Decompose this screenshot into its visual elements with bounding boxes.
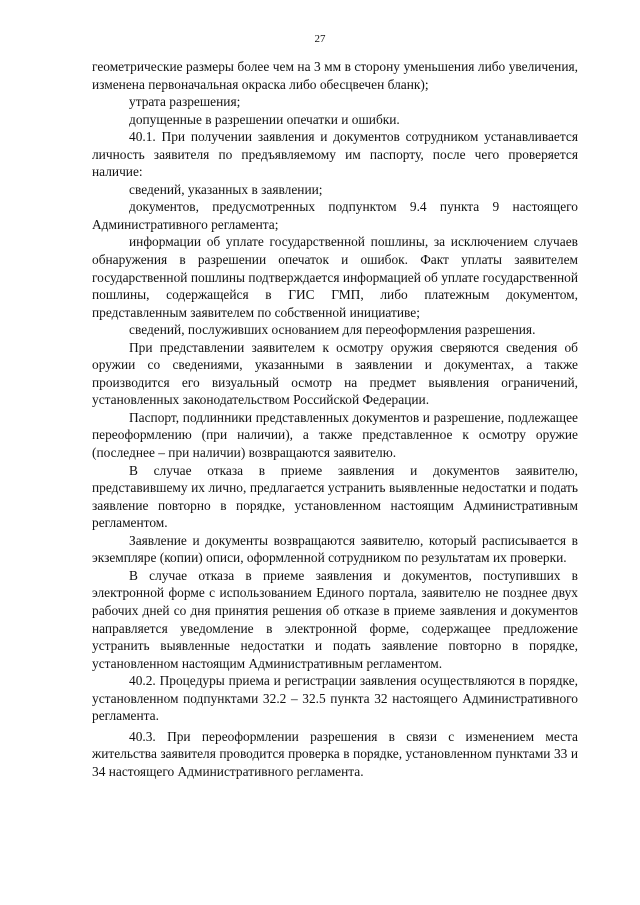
page-number: 27 bbox=[314, 33, 326, 45]
paragraph: 40.2. Процедуры приема и регистрации заявления осуществляются в порядке, установленном подпунктами 32.2 – 32.5 пункта 32 настоящего Административного регламента. bbox=[92, 673, 578, 724]
document-body bbox=[92, 58, 578, 780]
paragraph: информации об уплате государственной пошлины, за исключением случаев обнаружения в разрешении опечаток и ошибок. Факт уплаты заявителем государственной пошлины подтверждается информацией об уплате государственной пошлины, содержащейся в ГИС ГМП, либо платежным документом, представленным заявителем по собственной инициативе; bbox=[92, 234, 578, 320]
paragraph: При представлении заявителем к осмотру оружия сверяются сведения об оружии со сведениями, указанными в заявлении и документах, а также производится его визуальный осмотр на предмет выявления ограничений, установленных законодательством Российской Федерации. bbox=[92, 339, 578, 408]
paragraph: 40.1. При получении заявления и документов сотрудником устанавливается личность заявителя по предъявляемому им паспорту, после чего проверяется наличие: bbox=[92, 129, 578, 180]
paragraph: сведений, послуживших основанием для переоформления разрешения. bbox=[129, 322, 536, 338]
paragraph: документов, предусмотренных подпунктом 9.4 пункта 9 настоящего Административного регламента; bbox=[92, 199, 578, 232]
paragraph: геометрические размеры более чем на 3 мм в сторону уменьшения либо увеличения, изменена первоначальная окраска либо обесцвечен бланк); bbox=[92, 59, 578, 92]
paragraph: допущенные в разрешении опечатки и ошибки. bbox=[129, 111, 400, 127]
paragraph: Заявление и документы возвращаются заявителю, который расписывается в экземпляре (копии) описи, оформленной сотрудником по результатам их проверки. bbox=[92, 532, 578, 566]
paragraph: сведений, указанных в заявлении; bbox=[129, 181, 323, 197]
paragraph: В случае отказа в приеме заявления и документов, поступивших в электронной форме с использованием Единого портала, заявителю не позднее двух рабочих дней со дня принятия решения об отказе в приеме заявления и документов направляется уведомление в электронной форме, содержащее предложение устранить выявленные недостатки и подать заявление повторно в порядке, установленном настоящим Административным регламентом. bbox=[92, 567, 578, 671]
paragraph: утрата разрешения; bbox=[129, 94, 241, 110]
paragraph: Паспорт, подлинники представленных документов и разрешение, подлежащее переоформлению (при наличии), а также представленное к осмотру оружие (последнее – при наличии) возвращаются заявителю. bbox=[92, 409, 578, 461]
paragraph: 40.3. При переоформлении разрешения в связи с изменением места жительства заявителя проводится проверка в порядке, установленном пунктами 33 и 34 настоящего Административного регламента. bbox=[92, 728, 578, 779]
paragraph: В случае отказа в приеме заявления и документов заявителю, представившему их лично, предлагается устранить выявленные недостатки и подать заявление повторно в порядке, установленном настоящим Административным регламентом. bbox=[92, 462, 578, 531]
